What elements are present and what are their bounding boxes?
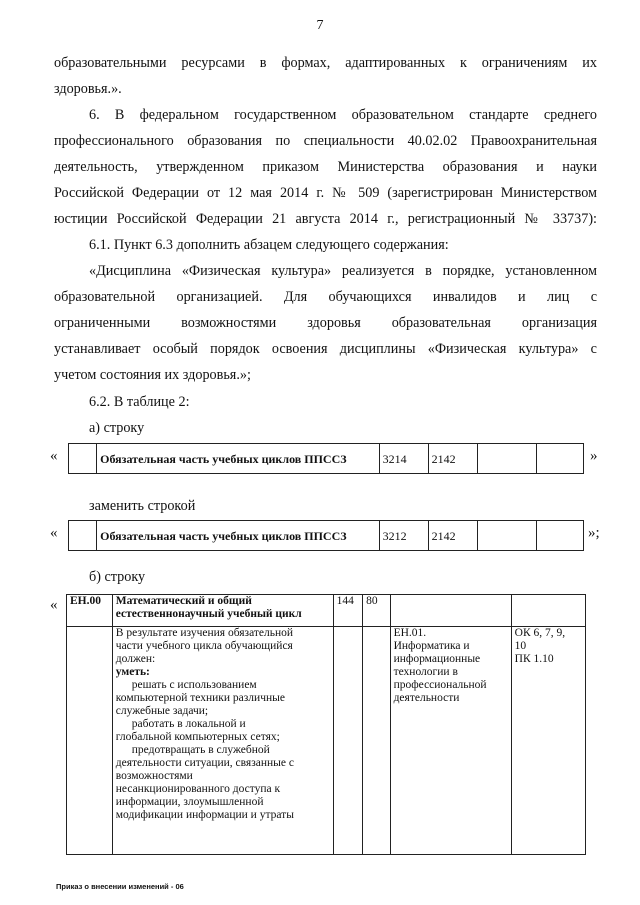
discipline-line: Информатика и — [393, 640, 470, 652]
content-cell — [112, 627, 333, 855]
open-quote: « — [50, 448, 58, 464]
content-line: модификации информации и утраты — [115, 809, 294, 821]
content-line: глобальной компьютерных сетях; — [115, 731, 280, 743]
content-line: части учебного цикла обучающийся — [115, 640, 293, 652]
close-quote: »; — [588, 525, 600, 541]
competency-cell — [511, 627, 585, 855]
new-row-table — [68, 520, 584, 551]
value-cell: 2142 — [428, 521, 477, 551]
content-line: несанкционированного доступа к — [115, 783, 281, 795]
empty-cell — [69, 444, 97, 474]
content-line: деятельности ситуации, связанные с — [115, 757, 294, 769]
empty-cell — [537, 444, 584, 474]
open-quote: « — [50, 597, 58, 613]
content-line: решать с использованием — [131, 679, 257, 691]
content-line: предотвращать в служебной — [131, 744, 270, 756]
discipline-line: технологии в — [393, 666, 458, 678]
text-line: 6. В федеральном государственном образовательном стандарте среднего — [89, 107, 597, 123]
discipline-line: профессиональной — [393, 679, 487, 691]
content-line: должен: — [115, 653, 156, 665]
content-line: информации, злоумышленной — [115, 796, 264, 808]
text-line: здоровья.». — [54, 81, 122, 97]
content-line: служебные задачи; — [115, 705, 209, 717]
close-quote: » — [590, 448, 598, 464]
title-cell: Математический и общий естественнонаучный учебный цикл — [112, 595, 333, 627]
hours-cell: 144 — [333, 595, 363, 627]
umet-label: уметь: — [115, 666, 150, 678]
subject-table — [66, 594, 586, 855]
old-row-table — [68, 443, 584, 474]
value-cell: 2142 — [428, 444, 477, 474]
empty-cell — [477, 444, 536, 474]
empty-cell — [511, 595, 585, 627]
discipline-line: деятельности — [393, 692, 460, 704]
text-line: «Дисциплина «Физическая культура» реализуется в порядке, установленном — [89, 263, 597, 279]
text-line: юстиции Российской Федерации 21 августа 2014 г., регистрационный № 33737): — [54, 211, 597, 227]
text-line: учетом состояния их здоровья.»; — [54, 367, 251, 383]
discipline-cell — [390, 627, 511, 855]
content-line: компьютерной техники различные — [115, 692, 285, 704]
empty-cell — [537, 521, 584, 551]
competency-line: 10 — [514, 640, 527, 652]
text-line: профессионального образования по специальности 40.02.02 Правоохранительная — [54, 133, 597, 149]
page-number: 7 — [316, 18, 324, 33]
hours-cell: 80 — [363, 595, 390, 627]
value-cell: 3212 — [379, 521, 428, 551]
content-line: В результате изучения обязательной — [115, 627, 294, 639]
text-line: ограниченными возможностями здоровья образовательная организация — [54, 315, 597, 331]
text-line: устанавливает особый порядок освоения дисциплины «Физическая культура» с — [54, 341, 597, 357]
footer-note: Приказ о внесении изменений - 06 — [56, 882, 184, 891]
text-line: 6.1. Пункт 6.3 дополнить абзацем следующего содержания: — [89, 237, 449, 253]
text-line: а) строку — [89, 420, 145, 436]
competency-line: ОК 6, 7, 9, — [514, 627, 566, 639]
empty-cell — [69, 521, 97, 551]
discipline-line: информационные — [393, 653, 481, 665]
row-name: Обязательная часть учебных циклов ППССЗ — [97, 521, 380, 551]
value-cell: 3214 — [379, 444, 428, 474]
row-name: Обязательная часть учебных циклов ППССЗ — [97, 444, 380, 474]
code-cell: ЕН.00 — [67, 595, 113, 627]
empty-cell — [333, 627, 363, 855]
text-line: образовательной организацией. Для обучающихся инвалидов и лиц с — [54, 289, 597, 305]
empty-cell — [67, 627, 113, 855]
text-line: заменить строкой — [89, 498, 196, 514]
discipline-line: ЕН.01. — [393, 627, 427, 639]
empty-cell — [390, 595, 511, 627]
competency-line: ПК 1.10 — [514, 653, 554, 665]
text-line: образовательными ресурсами в формах, адаптированных к ограничениям их — [54, 55, 597, 71]
text-line: Российской Федерации от 12 мая 2014 г. № 509 (зарегистрирован Министерством — [54, 185, 597, 201]
content-line: возможностями — [115, 770, 193, 782]
empty-cell — [477, 521, 536, 551]
text-line: 6.2. В таблице 2: — [89, 394, 190, 410]
text-line: деятельность, утвержденном приказом Министерства образования и науки — [54, 159, 597, 175]
content-line: работать в локальной и — [131, 718, 246, 730]
open-quote: « — [50, 525, 58, 541]
empty-cell — [363, 627, 390, 855]
text-line: б) строку — [89, 569, 146, 585]
